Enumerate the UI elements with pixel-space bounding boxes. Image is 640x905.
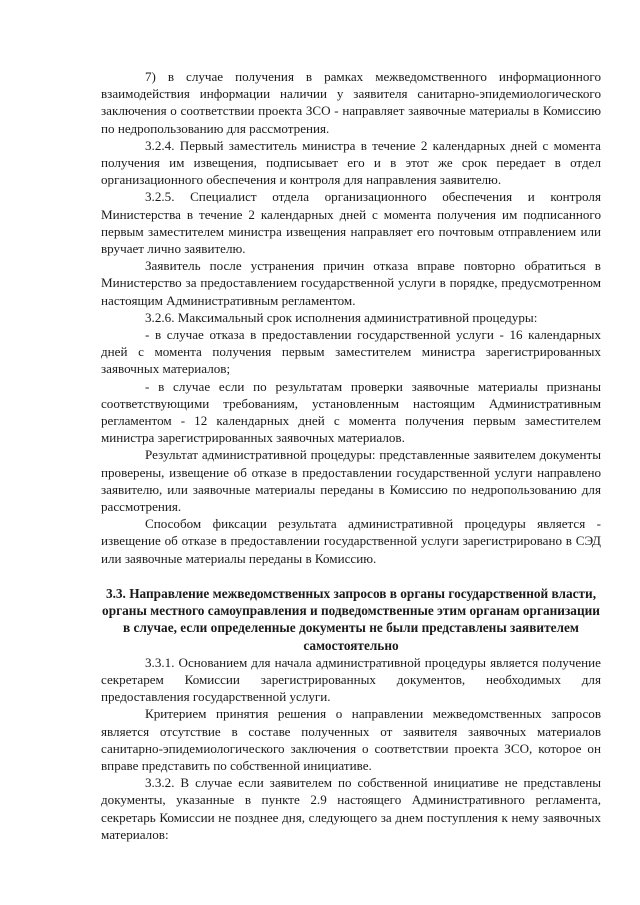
paragraph-reapply: Заявитель после устранения причин отказа вправе повторно обратиться в Министерство за предоставлением государственной услуги в порядке, предусмотренном настоящим Административным регламентом. <box>101 258 601 308</box>
paragraph-refusal-term: - в случае отказа в предоставлении государственной услуги - 16 календарных дней с момента получения первым заместителем министра зарегистрированных заявочных материалов; <box>101 327 601 377</box>
paragraph-item-7: 7) в случае получения в рамках межведомственного информационного взаимодействия информации наличии у заявителя санитарно-эпидемиологического заключения о соответствии проекта ЗСО - направляет заявочные материалы в Комиссию по недропользованию для рассмотрения. <box>101 69 601 136</box>
document-body <box>101 68 601 843</box>
paragraph-procedure-result: Результат административной процедуры: представленные заявителем документы проверены, извещение об отказе в предоставлении государственной услуги направлено заявителю, или заявочные материалы переданы в Комиссию по недропользованию для рассмотрения. <box>101 447 601 515</box>
paragraph-request-criterion: Критерием принятия решения о направлении межведомственных запросов является отсутствие в составе полученных от заявителя заявочных материалов санитарно-эпидемиологического заключения о соответствии проекта ЗСО, которое он вправе представить по собственной инициативе. <box>101 706 601 773</box>
paragraph-3-2-6: 3.2.6. Максимальный срок исполнения административной процедуры: <box>145 309 538 325</box>
paragraph-compliance-term: - в случае если по результатам проверки заявочные материалы признаны соответствующими требованиям, установленным настоящим Административным регламентом - 12 календарных дней с момента получения первым заместителем министра зарегистрированных заявочных материалов. <box>101 378 601 446</box>
paragraph-3-3-2: 3.3.2. В случае если заявителем по собственной инициативе не представлены документы, указанные в пункте 2.9 настоящего Административного регламента, секретарь Комиссии не позднее дня, следующего за днем поступления к нему заявочных материалов: <box>101 775 601 842</box>
paragraph-3-2-5: 3.2.5. Специалист отдела организационного обеспечения и контроля Министерства в течение 2 календарных дней с момента получения им подписанного первым заместителем министра извещения направляет его почтовым отправлением или вручает лично заявителю. <box>101 189 601 257</box>
section-heading-3-3: 3.3. Направление межведомственных запросов в органы государственной власти, органы местного самоуправления и подведомственные этим органам организации в случае, если определенные документы не были представлены заявителем самостоятельно <box>102 585 600 653</box>
paragraph-3-3-1: 3.3.1. Основанием для начала административной процедуры является получение секретарем Комиссии зарегистрированных документов, необходимых для предоставления государственной услуги. <box>101 654 601 705</box>
paragraph-fixation-method: Способом фиксации результата административной процедуры является - извещение об отказе в предоставлении государственной услуги зарегистрировано в СЭД или заявочные материалы переданы в Комиссию. <box>101 516 601 566</box>
section-spacer <box>101 567 601 585</box>
paragraph-3-2-4: 3.2.4. Первый заместитель министра в течение 2 календарных дней с момента получения им извещения, подписывает его и в этот же срок передает в отдел организационного обеспечения и контроля для направления заявителю. <box>101 137 601 188</box>
